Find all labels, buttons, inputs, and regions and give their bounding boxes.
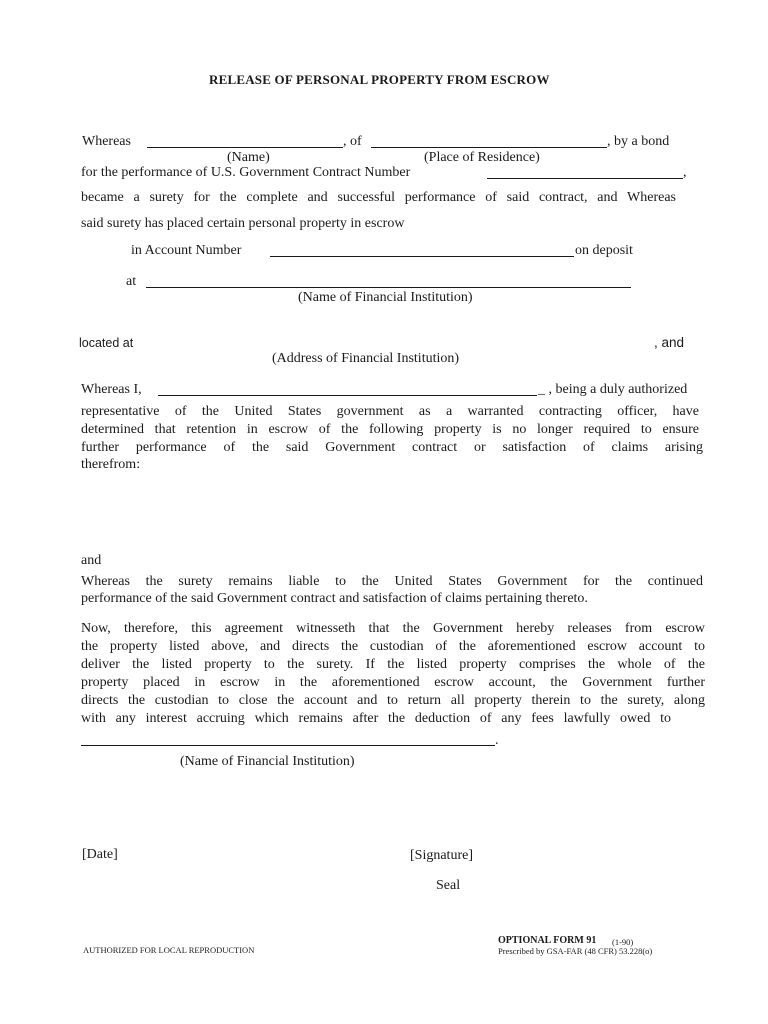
address-caption: (Address of Financial Institution) [272, 351, 460, 366]
now-line-2: the property listed above, and directs the custodian of the aforementioned escrow account to [81, 639, 705, 654]
name-field[interactable] [147, 135, 343, 148]
authorized-label: _ , being a duly authorized [538, 382, 688, 397]
surety-line: became a surety for the complete and successful performance of said contract, and Whereas [81, 190, 676, 205]
rep-line-1: representative of the United States government as a warranted contracting officer, have [81, 404, 699, 419]
at-label: at [126, 274, 137, 289]
whereas-i-label: Whereas I, [81, 382, 142, 397]
institution-field[interactable] [146, 275, 631, 288]
and-label: , and [654, 335, 685, 350]
signature-label: [Signature] [410, 848, 473, 863]
now-line-3: deliver the listed property to the surety. If the listed property comprises the whole of the [81, 657, 705, 672]
contract-comma: , [683, 165, 687, 180]
whereas-label: Whereas [82, 134, 131, 149]
residence-field[interactable] [371, 135, 607, 148]
rep-line-2: determined that retention in escrow of the following property is no longer required to ensure [81, 422, 699, 437]
now-line-4: property placed in escrow in the aforementioned escrow account, the Government further [81, 675, 705, 690]
on-deposit-label: on deposit [575, 243, 633, 258]
account-label: in Account Number [131, 243, 242, 258]
document-title: RELEASE OF PERSONAL PROPERTY FROM ESCROW [209, 72, 550, 87]
officer-name-field[interactable] [158, 383, 537, 396]
name-caption: (Name) [227, 150, 270, 165]
release-institution-caption: (Name of Financial Institution) [180, 754, 355, 769]
rep-line-3: further performance of the said Government contract or satisfaction of claims arising [81, 440, 703, 455]
footer-reproduction: AUTHORIZED FOR LOCAL REPRODUCTION [83, 945, 255, 955]
rep-line-4: therefrom: [81, 457, 141, 472]
now-line-6: with any interest accruing which remains after the deduction of any fees lawfully owed to [81, 711, 671, 726]
period: . [495, 733, 499, 748]
form-name: OPTIONAL FORM 91 [498, 935, 597, 946]
release-institution-field[interactable] [81, 733, 495, 746]
residence-caption: (Place of Residence) [424, 150, 540, 165]
institution-caption: (Name of Financial Institution) [298, 290, 473, 305]
and-word: and [81, 553, 102, 568]
by-bond-label: , by a bond [607, 134, 670, 149]
account-number-field[interactable] [270, 244, 574, 257]
liable-line-2: performance of the said Government contract and satisfaction of claims pertaining thereto. [81, 591, 588, 606]
form-date: (1-90) [612, 937, 634, 947]
seal-label: Seal [436, 878, 461, 893]
prescribed-by: Prescribed by GSA-FAR (48 CFR) 53.228(o) [498, 946, 653, 956]
of-label: , of [343, 134, 362, 149]
date-label: [Date] [82, 847, 118, 862]
escrow-line: said surety has placed certain personal property in escrow [81, 216, 405, 231]
contract-number-field[interactable] [487, 166, 683, 179]
contract-label: for the performance of U.S. Government Contract Number [81, 165, 411, 180]
liable-line-1: Whereas the surety remains liable to the United States Government for the continued [81, 574, 703, 589]
now-line-1: Now, therefore, this agreement witnesseth that the Government hereby releases from escrow [81, 621, 705, 636]
now-line-5: directs the custodian to close the account and to return all property therein to the surety, along [81, 693, 705, 708]
located-label: located at [79, 336, 134, 350]
